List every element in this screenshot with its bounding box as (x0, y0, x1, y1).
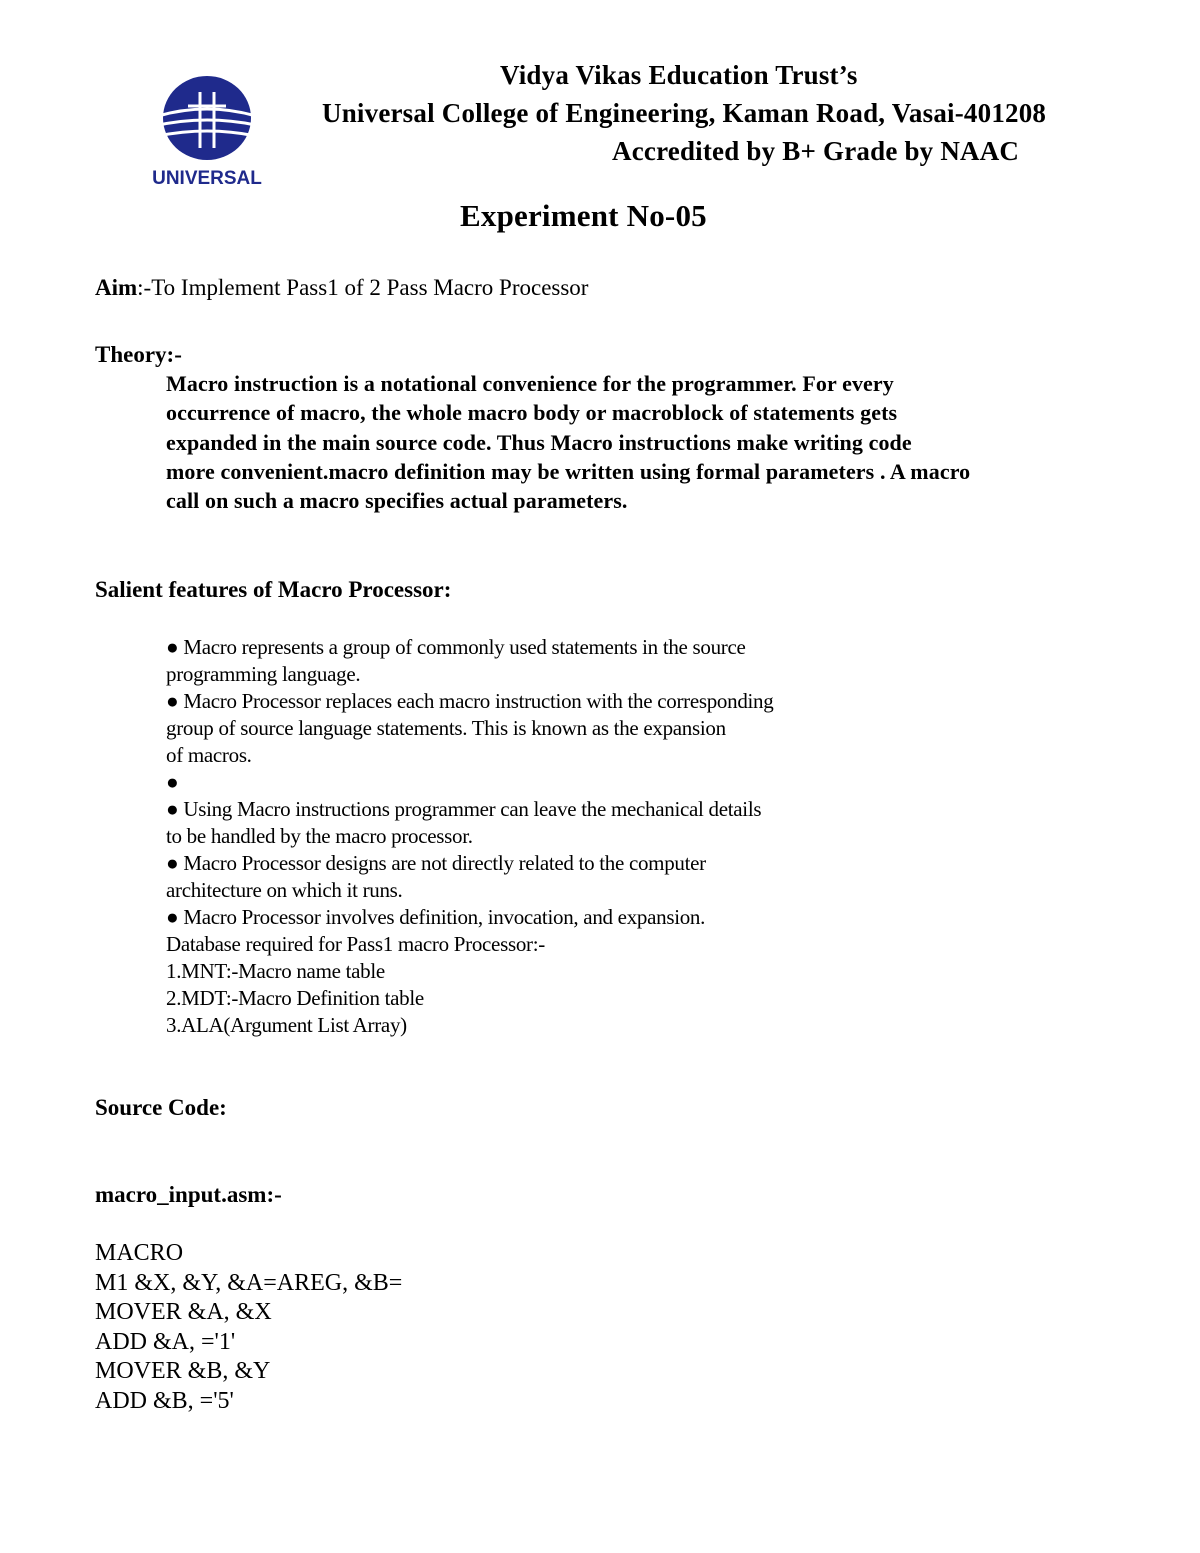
code-line: ADD &A, ='1' (95, 1329, 236, 1355)
code-line: MOVER &B, &Y (95, 1358, 271, 1384)
theory-line: occurrence of macro, the whole macro body or macroblock of statements gets (166, 400, 898, 425)
college-logo (148, 76, 266, 186)
feature-line: ● (166, 770, 179, 794)
accreditation-line: Accredited by B+ Grade by NAAC (612, 136, 1020, 166)
college-name: Universal College of Engineering, Kaman Road, Vasai-401208 (322, 98, 1047, 128)
theory-line: Macro instruction is a notational convenience for the programmer. For every (166, 371, 894, 396)
feature-line: to be handled by the macro processor. (166, 824, 473, 848)
logo-globe (163, 76, 251, 160)
experiment-title: Experiment No-05 (460, 198, 707, 233)
aim-line (95, 275, 588, 301)
feature-line: of macros. (166, 743, 252, 767)
feature-line: programming language. (166, 662, 361, 686)
logo-text: UNIVERSAL (152, 168, 262, 186)
feature-line: 2.MDT:-Macro Definition table (166, 986, 424, 1010)
aim-text: :-To Implement Pass1 of 2 Pass Macro Processor (137, 275, 589, 300)
feature-line: group of source language statements. This is known as the expansion (166, 716, 726, 740)
feature-line: ● Macro Processor replaces each macro instruction with the corresponding (166, 689, 774, 713)
feature-line: ● Macro represents a group of commonly used statements in the source (166, 635, 746, 659)
trust-name: Vidya Vikas Education Trust’s (500, 60, 858, 90)
feature-line: 1.MNT:-Macro name table (166, 959, 385, 983)
aim-label: Aim (95, 275, 138, 300)
theory-line: call on such a macro specifies actual parameters. (166, 488, 628, 513)
feature-line: architecture on which it runs. (166, 878, 403, 902)
code-line: MOVER &A, &X (95, 1299, 272, 1325)
feature-line: Database required for Pass1 macro Processor:- (166, 932, 545, 956)
code-line: MACRO (95, 1240, 184, 1266)
feature-line: ● Using Macro instructions programmer can leave the mechanical details (166, 797, 762, 821)
source-file-label: macro_input.asm:- (95, 1182, 282, 1207)
salient-features-heading: Salient features of Macro Processor: (95, 577, 452, 602)
source-code-heading: Source Code: (95, 1095, 227, 1120)
feature-line: ● Macro Processor involves definition, invocation, and expansion. (166, 905, 706, 929)
code-line: M1 &X, &Y, &A=AREG, &B= (95, 1270, 403, 1296)
theory-line: more convenient.macro definition may be written using formal parameters . A macro (166, 459, 971, 484)
feature-line: 3.ALA(Argument List Array) (166, 1013, 407, 1037)
theory-heading: Theory:- (95, 342, 182, 367)
theory-line: expanded in the main source code. Thus Macro instructions make writing code (166, 430, 912, 455)
feature-line: ● Macro Processor designs are not directly related to the computer (166, 851, 706, 875)
code-line: ADD &B, ='5' (95, 1388, 234, 1414)
